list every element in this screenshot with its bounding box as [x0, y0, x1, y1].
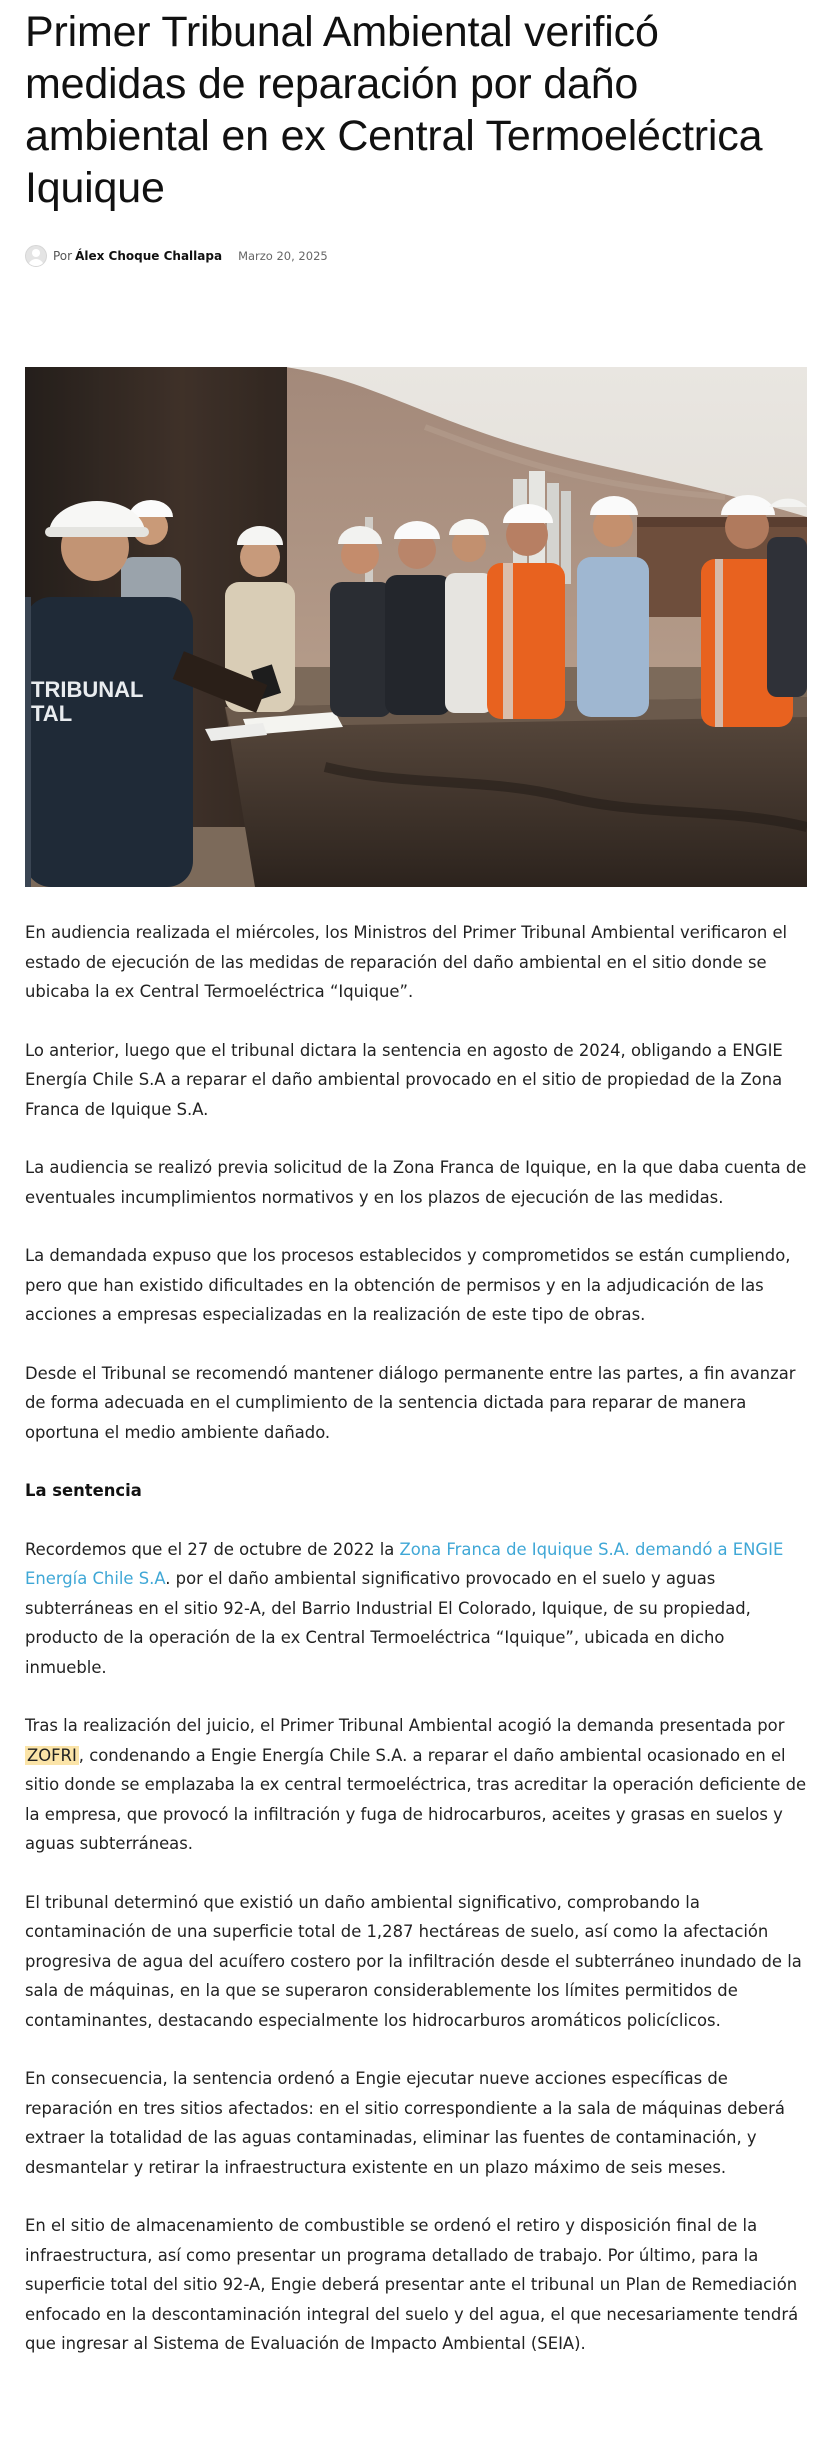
article-body	[25, 918, 807, 2388]
paragraph-3: La audiencia se realizó previa solicitud de la Zona Franca de Iquique, en la que daba cuenta de eventuales incumplimientos normativos y en los plazos de ejecución de las medidas.	[25, 1158, 807, 1207]
demanda-link[interactable]: Zona Franca de Iquique S.A. demandó a ENGIE Energía Chile S.A	[25, 1539, 784, 1588]
article	[25, 0, 807, 2353]
byline-by-label: Por	[53, 249, 73, 263]
paragraph-4: La demandada expuso que los procesos establecidos y comprometidos se están cumpliendo, pero que han existido dificultades en la obtención de permisos y en la adjudicación de las acciones a empresas especializadas en la realización de este tipo de obras.	[25, 1246, 791, 1324]
article-title: Primer Tribunal Ambiental verificó medidas de reparación por daño ambiental en ex Central Termoeléctrica Iquique	[25, 8, 763, 212]
author-name[interactable]: Álex Choque Challapa	[75, 249, 223, 263]
highlighted-term: ZOFRI	[27, 1745, 77, 1765]
paragraph-7	[25, 1711, 807, 1859]
section-heading: La sentencia	[25, 1481, 142, 1500]
byline	[25, 244, 807, 268]
paragraph-6	[25, 1535, 807, 1683]
paragraph-6-text-end: . por el daño ambiental significativo provocado en el suelo y aguas subterráneas en el sitio 92-A, del Barrio Industrial El Colorado, Iquique, de su propiedad, producto de la operación de la ex Central Termoeléctrica “Iquique”, ubicada en dicho inmueble.	[25, 1569, 751, 1677]
paragraph-2: Lo anterior, luego que el tribunal dictara la sentencia en agosto de 2024, obligando a ENGIE Energía Chile S.A a reparar el daño ambiental provocado en el sitio de propiedad de la Zona Franca de Iquique S.A.	[25, 1040, 783, 1119]
publish-date: Marzo 20, 2025	[238, 249, 328, 263]
paragraph-5: Desde el Tribunal se recomendó mantener diálogo permanente entre las partes, a fin avanzar de forma adecuada en el cumplimiento de la sentencia dictada para reparar de manera oportuna el medio ambiente dañado.	[25, 1363, 796, 1442]
author-avatar-icon[interactable]	[25, 245, 47, 267]
hero-image	[25, 367, 807, 887]
svg-text:TRIBUNAL TAL: TRIBUNAL TAL	[31, 677, 144, 726]
paragraph-8: El tribunal determinó que existió un daño ambiental significativo, comprobando la contaminación de una superficie total de 1,287 hectáreas de suelo, así como la afectación progresiva de agua del acuífero costero por la infiltración desde el subterráneo inundado de la sala de máquinas, en la que se superaron considerablemente los límites permitidos de contaminantes, destacando especialmente los hidrocarburos aromáticos policíclicos.	[25, 1892, 802, 2030]
paragraph-7-text-end: , condenando a Engie Energía Chile S.A. a reparar el daño ambiental ocasionado en el sitio donde se emplazaba la ex central termoeléctrica, tras acreditar la operación deficiente de la empresa, que provocó la infiltración y fuga de hidrocarburos, aceites y grasas en suelos y aguas subterráneas.	[25, 1745, 807, 1853]
paragraph-6-text: Recordemos que el 27 de octubre de 2022 la	[25, 1539, 400, 1559]
paragraph-7-text: Tras la realización del juicio, el Primer Tribunal Ambiental acogió la demanda presentada por	[25, 1716, 785, 1735]
paragraph-1: En audiencia realizada el miércoles, los Ministros del Primer Tribunal Ambiental verificaron el estado de ejecución de las medidas de reparación del daño ambiental en el sitio donde se ubicaba la ex Central Termoeléctrica “Iquique”.	[25, 923, 788, 1001]
paragraph-10: En el sitio de almacenamiento de combustible se ordenó el retiro y disposición final de la infraestructura, así como presentar un programa detallado de trabajo. Por último, para la superficie total del sitio 92-A, Engie deberá presentar ante el tribunal un Plan de Remediación enfocado en la descontaminación integral del suelo y del agua, el que necesariamente tendrá que ingresar al Sistema de Evaluación de Impacto Ambiental (SEIA).	[25, 2216, 799, 2353]
paragraph-9: En consecuencia, la sentencia ordenó a Engie ejecutar nueve acciones específicas de reparación en tres sitios afectados: en el sitio correspondiente a la sala de máquinas deberá extraer la totalidad de las aguas contaminadas, eliminar las fuentes de contaminación, y desmantelar y retirar la infraestructura existente en un plazo máximo de seis meses.	[25, 2069, 785, 2177]
